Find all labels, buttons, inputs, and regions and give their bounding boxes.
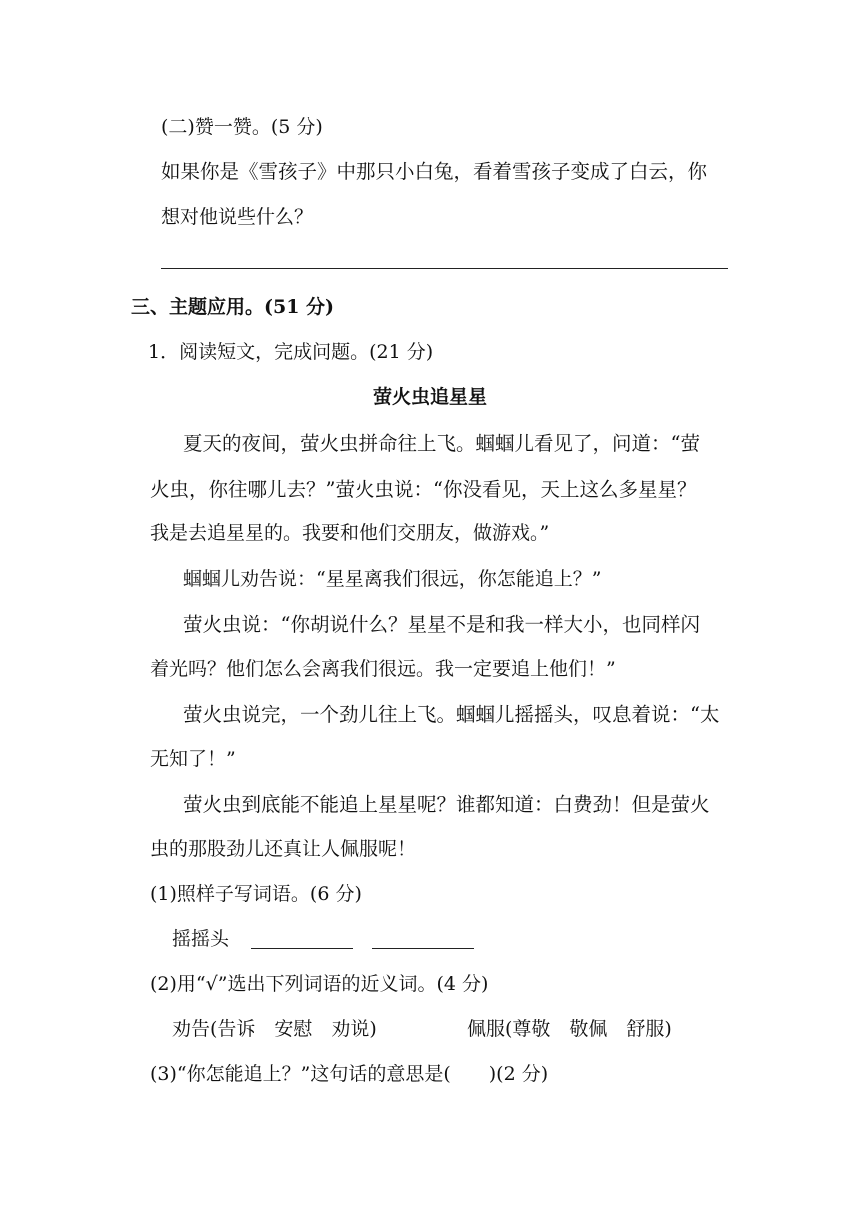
sub1-heading: (1)照样子写词语。(6 分) [150, 883, 362, 905]
blank-1[interactable] [251, 948, 353, 949]
question-line-2: 想对他说些什么？ [161, 206, 314, 228]
sub3-heading: (3)“你怎能追上？”这句话的意思是( )(2 分) [150, 1063, 549, 1085]
passage-line: 着光吗？他们怎么会离我们很远。我一定要追上他们！” [150, 658, 616, 680]
passage-line: 夏天的夜间，萤火虫拼命往上飞。蝈蝈儿看见了，问道：“萤 [183, 432, 700, 455]
blank-2[interactable] [372, 948, 474, 949]
passage-line: 萤火虫说：“你胡说什么？星星不是和我一样大小，也同样闪 [183, 613, 700, 636]
question-line-1: 如果你是《雪孩子》中那只小白兔，看着雪孩子变成了白云，你 [161, 160, 708, 183]
answer-line[interactable] [161, 268, 728, 269]
passage-line: 虫的那股劲儿还真让人佩服呢！ [150, 838, 417, 860]
sub2-heading: (2)用“√”选出下列词语的近义词。(4 分) [150, 973, 489, 995]
passage-line: 无知了！” [150, 748, 236, 770]
passage-line: 蝈蝈儿劝告说：“星星离我们很远，你怎能追上？” [183, 568, 602, 590]
passage-line: 萤火虫到底能不能追上星星呢？谁都知道：白费劲！但是萤火 [183, 793, 710, 816]
passage-line: 火虫，你往哪儿去？”萤火虫说：“你没看见，天上这么多星星？ [150, 478, 697, 501]
synonym-group-2: 佩服(尊敬 敬佩 舒服) [467, 1018, 672, 1040]
section2-sub2-heading: (二)赞一赞。(5 分) [161, 116, 323, 138]
synonym-group-1: 劝告(告诉 安慰 劝说) [172, 1018, 377, 1040]
passage-line: 萤火虫说完，一个劲儿往上飞。蝈蝈儿摇摇头，叹息着说：“太 [183, 703, 720, 726]
sub1-example: 摇摇头 [172, 928, 230, 950]
q1-heading: 1．阅读短文，完成问题。(21 分) [148, 341, 434, 363]
passage-title: 萤火虫追星星 [372, 386, 487, 408]
passage-line: 我是去追星星的。我要和他们交朋友，做游戏。” [150, 522, 550, 544]
section3-heading: 三、主题应用。(51 分) [131, 296, 335, 318]
